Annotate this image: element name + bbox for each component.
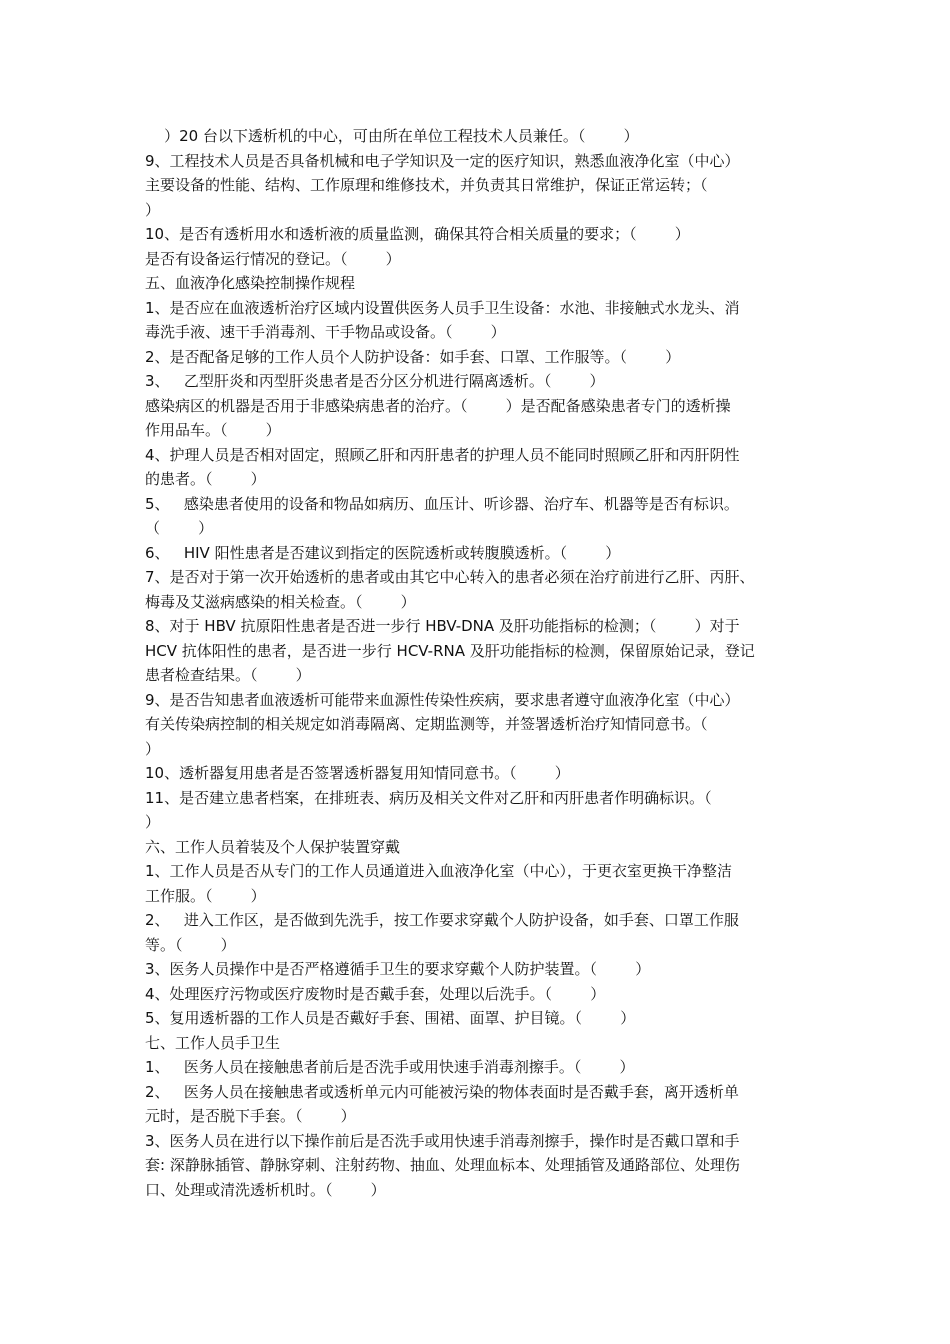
text-line: 5、复用透析器的工作人员是否戴好手套、围裙、面罩、护目镜。（ ） [145, 1009, 636, 1027]
text-line: 口、处理或清洗透析机时。（ ） [145, 1180, 386, 1199]
text-line: ）20 台以下透析机的中心，可由所在单位工程技术人员兼任。（ ） [145, 127, 639, 145]
text-line: 是否有设备运行情况的登记。（ ） [145, 249, 401, 268]
text-line: 套: 深静脉插管、静脉穿刺、注射药物、抽血、处理血标本、处理插管及通路部位、处理伤 [145, 1156, 740, 1174]
text-line: 8、对于 HBV 抗原阳性患者是否进一步行 HBV-DNA 及肝功能指标的检测；（ ）对于 [145, 617, 740, 635]
section-heading: 五、血液净化感染控制操作规程 [145, 274, 356, 292]
text-line: 3、医务人员在进行以下操作前后是否洗手或用快速手消毒剂擦手，操作时是否戴口罩和手 [145, 1131, 740, 1150]
text-line: 11、是否建立患者档案，在排班表、病历及相关文件对乙肝和丙肝患者作明确标识。（ [145, 788, 712, 807]
text-line: 5、 感染患者使用的设备和物品如病历、血压计、听诊器、治疗车、机器等是否有标识。 [145, 494, 739, 513]
text-line: 感染病区的机器是否用于非感染病患者的治疗。（ ）是否配备感染患者专门的透析操 [145, 396, 731, 415]
text-line: 2、 医务人员在接触患者或透析单元内可能被污染的物体表面时是否戴手套，离开透析单 [145, 1082, 739, 1101]
text-line: 患者检查结果。（ ） [145, 666, 311, 684]
text-line: 2、 进入工作区，是否做到先洗手，按工作要求穿戴个人防护设备，如手套、口罩工作服 [145, 911, 739, 929]
text-line: 元时，是否脱下手套。（ ） [145, 1107, 356, 1125]
text-line: 7、是否对于第一次开始透析的患者或由其它中心转入的患者必须在治疗前进行乙肝、丙肝、 [145, 568, 755, 586]
text-line: 3、医务人员操作中是否严格遵循手卫生的要求穿戴个人防护装置。（ ） [145, 960, 651, 978]
text-line: 9、是否告知患者血液透析可能带来血源性传染性疾病，要求患者遵守血液净化室（中心） [145, 690, 740, 709]
text-line: 2、是否配备足够的工作人员个人防护设备：如手套、口罩、工作服等。（ ） [145, 347, 681, 366]
text-line: 梅毒及艾滋病感染的相关检查。（ ） [145, 592, 416, 611]
text-line: （ ） [145, 519, 214, 537]
text-line: 3、 乙型肝炎和丙型肝炎患者是否分区分机进行隔离透析。（ ） [145, 372, 605, 390]
text-line: 10、透析器复用患者是否签署透析器复用知情同意书。（ ） [145, 764, 570, 782]
text-line: 主要设备的性能、结构、工作原理和维修技术，并负责其日常维护，保证正常运转；（ [145, 176, 708, 194]
text-line: 4、处理医疗污物或医疗废物时是否戴手套，处理以后洗手。（ ） [145, 984, 606, 1003]
text-line: ） [145, 739, 161, 758]
text-line: 1、是否应在血液透析治疗区域内设置供医务人员手卫生设备：水池、非接触式水龙头、消 [145, 298, 740, 317]
text-line: 6、 HIV 阳性患者是否建议到指定的医院透析或转腹膜透析。（ ） [145, 543, 621, 562]
text-line: ） [145, 813, 161, 831]
text-line: 毒洗手液、速干手消毒剂、干手物品或设备。（ ） [145, 323, 506, 341]
section-heading: 六、工作人员着装及个人保护装置穿戴 [145, 837, 401, 856]
text-line: 1、 医务人员在接触患者前后是否洗手或用快速手消毒剂擦手。（ ） [145, 1058, 635, 1076]
text-line: 等。（ ） [145, 935, 236, 954]
text-line: 10、是否有透析用水和透析液的质量监测，确保其符合相关质量的要求；（ ） [145, 225, 690, 243]
text-line: 1、工作人员是否从专门的工作人员通道进入血液净化室（中心），于更衣室更换干净整洁 [145, 862, 733, 880]
text-line: ） [145, 200, 161, 219]
text-line: 作用品车。（ ） [145, 421, 281, 439]
section-heading: 七、工作人员手卫生 [145, 1033, 281, 1052]
document-page [145, 124, 835, 1202]
text-line: 工作服。（ ） [145, 886, 266, 905]
text-line: 有关传染病控制的相关规定如消毒隔离、定期监测等，并签署透析治疗知情同意书。（ [145, 715, 708, 733]
text-line: HCV 抗体阳性的患者，是否进一步行 HCV-RNA 及肝功能指标的检测，保留原始记录，登记 [145, 641, 755, 660]
text-line: 的患者。（ ） [145, 470, 266, 488]
text-line: 4、护理人员是否相对固定，照顾乙肝和丙肝患者的护理人员不能同时照顾乙肝和丙肝阴性 [145, 445, 740, 464]
text-line: 9、工程技术人员是否具备机械和电子学知识及一定的医疗知识，熟悉血液净化室（中心） [145, 151, 740, 170]
